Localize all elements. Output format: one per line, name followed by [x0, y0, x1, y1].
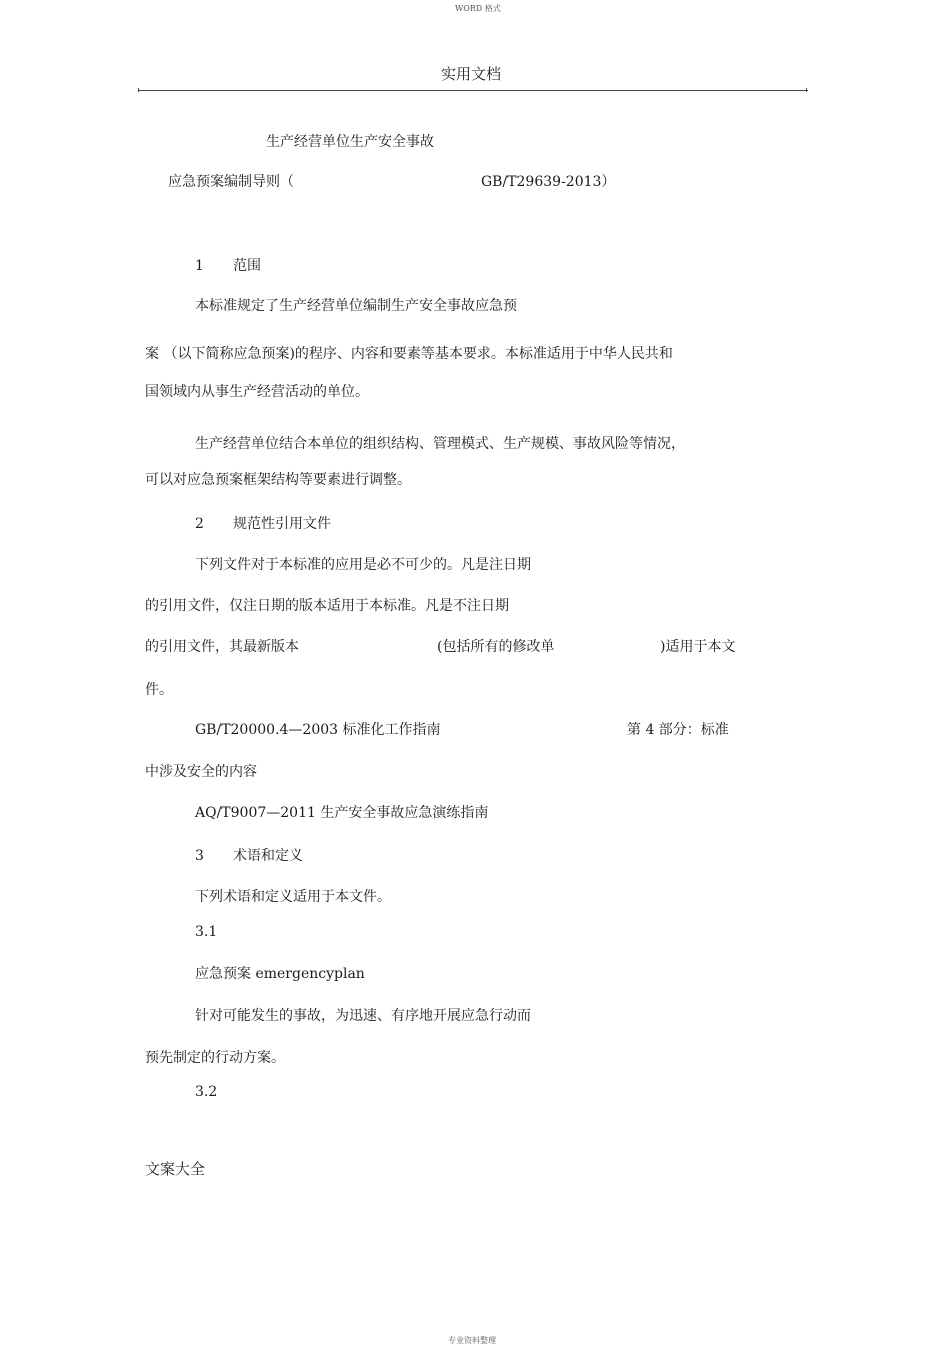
para-3-line-3a: 的引用文件，其最新版本	[145, 639, 299, 655]
footer-bottom-center: 专业资料整理	[448, 1336, 496, 1345]
para-3-line-3c: )适用于本文	[660, 639, 736, 655]
para-2-line-1: 生产经营单位结合本单位的组织结构、管理模式、生产规模、事故风险等情况，	[195, 436, 685, 452]
para-3-line-2: 的引用文件，仅注日期的版本适用于本标准。凡是不注日期	[145, 598, 509, 614]
definition-3-2-number: 3.2	[195, 1084, 218, 1100]
reference-1-part-b: 第 4 部分：标准	[627, 722, 729, 738]
watermark-top: WORD 格式	[455, 4, 501, 13]
page-header-title: 实用文档	[441, 65, 502, 83]
para-3-line-1: 下列文件对于本标准的应用是必不可少的。凡是注日期	[195, 557, 531, 573]
definition-3-1-line-1: 针对可能发生的事故，为迅速、有序地开展应急行动而	[195, 1008, 531, 1024]
reference-1-part-c: 中涉及安全的内容	[145, 764, 257, 780]
doc-title-line2-right: GB/T29639-2013）	[481, 174, 616, 190]
para-1-line-1: 本标准规定了生产经营单位编制生产安全事故应急预	[195, 298, 517, 314]
para-3-line-4: 件。	[145, 682, 173, 698]
para-2-line-2: 可以对应急预案框架结构等要素进行调整。	[145, 472, 411, 488]
doc-title-line1: 生产经营单位生产安全事故	[266, 134, 434, 150]
definition-3-1-line-2: 预先制定的行动方案。	[145, 1050, 285, 1066]
section-2-title: 规范性引用文件	[233, 516, 331, 532]
definition-3-1-term: 应急预案 emergencyplan	[195, 966, 365, 982]
doc-title-line2-left: 应急预案编制导则（	[168, 174, 294, 190]
para-1-line-2: 案 （以下简称应急预案)的程序、内容和要素等基本要求。本标准适用于中华人民共和	[145, 346, 673, 362]
section-1-number: 1	[195, 258, 204, 274]
para-1-line-3: 国领域内从事生产经营活动的单位。	[145, 384, 369, 400]
section-2-number: 2	[195, 516, 204, 532]
header-rule-left-cap	[138, 88, 141, 92]
reference-2: AQ/T9007—2011 生产安全事故应急演练指南	[195, 805, 489, 821]
section-3-number: 3	[195, 848, 204, 864]
para-3-line-3b: (包括所有的修改单	[437, 639, 555, 655]
header-rule-right-cap	[806, 88, 809, 92]
reference-1-part-a: GB/T20000.4—2003 标准化工作指南	[195, 722, 441, 738]
section-3-title: 术语和定义	[233, 848, 303, 864]
definition-3-1-number: 3.1	[195, 924, 218, 940]
para-4: 下列术语和定义适用于本文件。	[195, 889, 391, 905]
header-rule	[138, 90, 808, 91]
footer-left-text: 文案大全	[145, 1160, 206, 1178]
section-1-title: 范围	[233, 258, 261, 274]
